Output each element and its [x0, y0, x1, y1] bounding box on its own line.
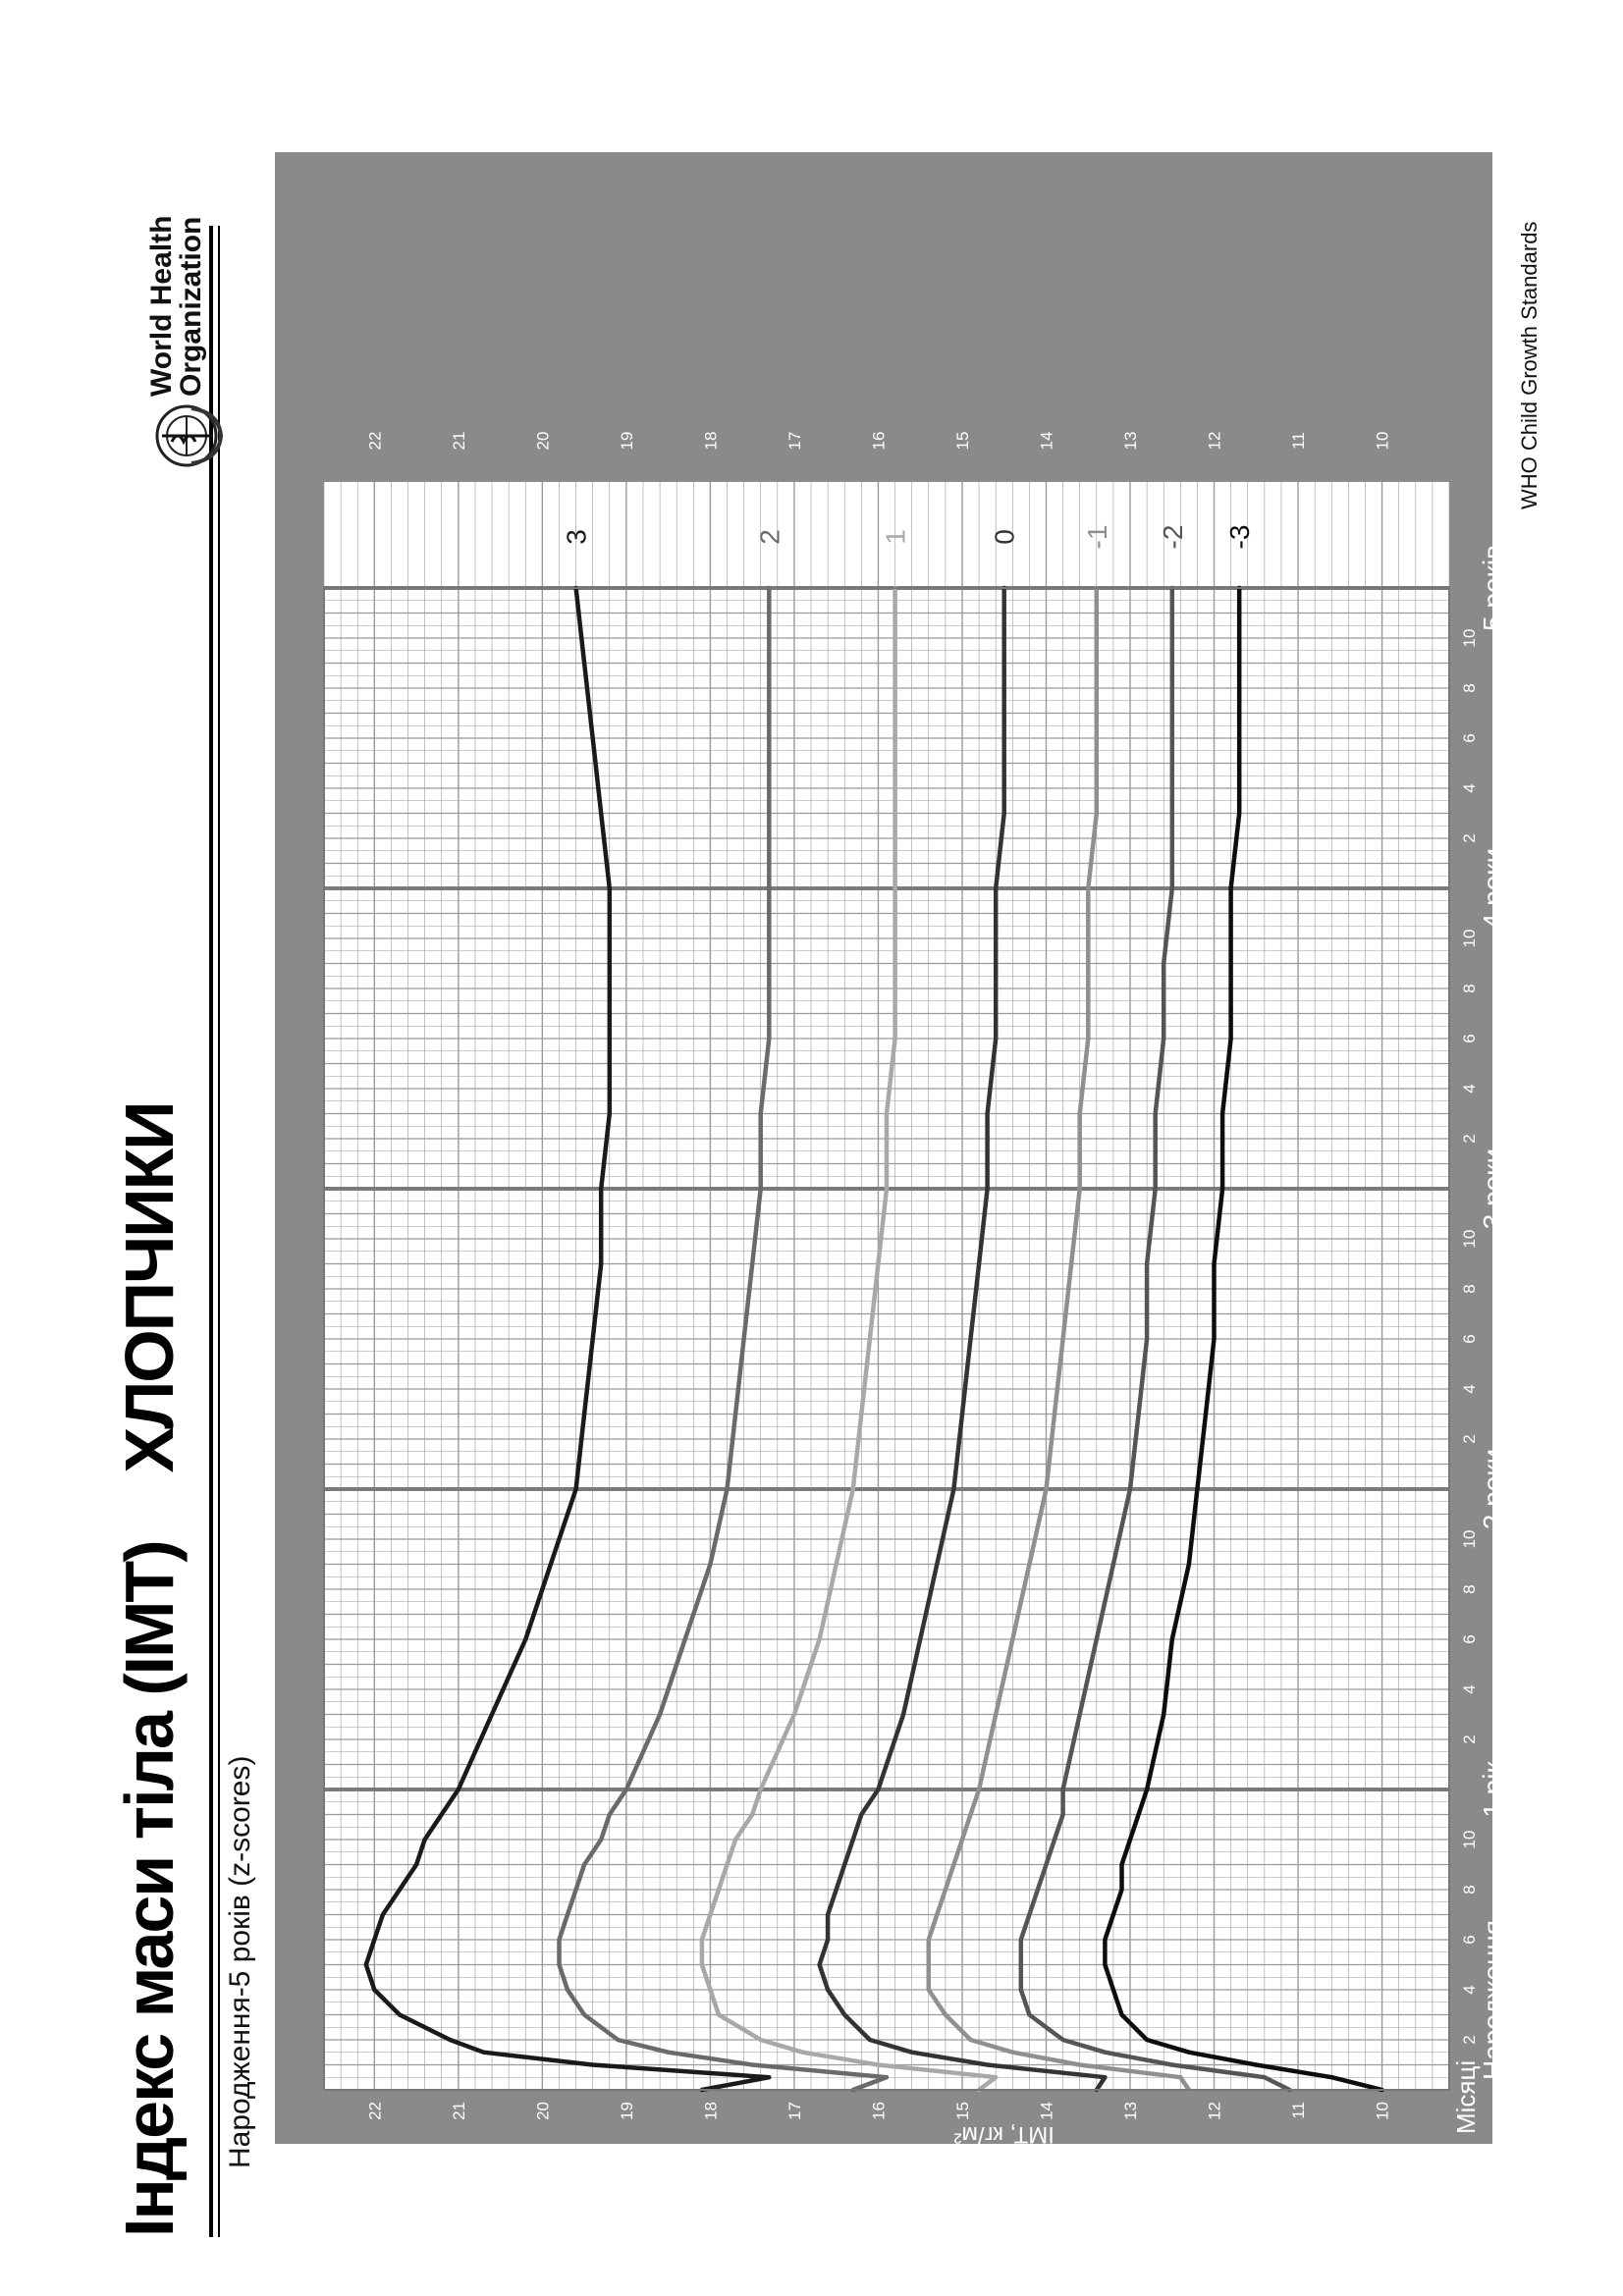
x-tick-label: 4	[1460, 1084, 1479, 1094]
who-emblem-icon	[142, 397, 231, 475]
title-text: Індекс маси тіла (ІМТ)	[111, 1541, 188, 2237]
subtitle: Народження-5 років (z-scores)	[224, 1755, 256, 2168]
page-title	[110, 1102, 189, 2237]
y-tick-label-left: 19	[617, 2102, 636, 2120]
x-tick-label: 2	[1460, 833, 1479, 843]
x-tick-label: 2	[1460, 1434, 1479, 1444]
x-tick-label: 2	[1460, 1735, 1479, 1744]
logo-line-1: World Health	[145, 215, 178, 397]
y-tick-label-left: 22	[365, 2102, 385, 2120]
series-label-z-3: -3	[1224, 524, 1256, 550]
x-tick-label: 6	[1460, 1334, 1479, 1344]
y-tick-label-left: 16	[869, 2102, 889, 2120]
y-tick-label-right: 15	[952, 431, 972, 451]
title-underline	[209, 226, 213, 2237]
x-tick-label: 4	[1460, 783, 1479, 793]
x-year-label: 3 роки	[1478, 1148, 1508, 1230]
series-label-z0: 0	[989, 529, 1020, 545]
y-tick-label-left: 21	[449, 2102, 468, 2120]
plot-area	[324, 482, 1449, 2090]
y-tick-label-left: 13	[1121, 2102, 1141, 2120]
x-year-label: 1 рік	[1478, 1761, 1508, 1818]
x-tick-label: 10	[1460, 628, 1479, 648]
x-tick-label: 4	[1460, 1985, 1479, 1995]
series-label-z-2: -2	[1157, 524, 1188, 550]
x-tick-label: 6	[1460, 733, 1479, 743]
y-tick-label-right: 17	[784, 431, 804, 451]
y-tick-label-right: 19	[617, 431, 636, 451]
x-tick-label: 8	[1460, 1885, 1479, 1895]
series-label-z3: 3	[561, 529, 592, 545]
x-tick-label: 8	[1460, 1584, 1479, 1594]
x-tick-label: 6	[1460, 1935, 1479, 1945]
x-year-label: 5 років	[1478, 545, 1508, 631]
y-tick-label-left: 18	[701, 2102, 721, 2120]
sex-label: ХЛОПЧИКИ	[111, 1102, 188, 1473]
x-tick-label: 10	[1460, 1830, 1479, 1849]
x-tick-label: 4	[1460, 1684, 1479, 1694]
y-tick-label-right: 11	[1289, 432, 1309, 450]
y-tick-label-right: 18	[701, 431, 721, 451]
x-tick-label: 8	[1460, 984, 1479, 993]
y-tick-label-right: 10	[1373, 431, 1392, 451]
y-tick-label-left: 10	[1373, 2102, 1392, 2120]
series-label-z1: 1	[880, 529, 911, 545]
y-tick-label-left: 20	[533, 2102, 553, 2120]
y-tick-label-right: 16	[869, 431, 889, 451]
y-tick-label-right: 22	[365, 431, 385, 451]
y-tick-label-right: 20	[533, 431, 553, 451]
y-tick-label-left: 17	[784, 2102, 804, 2120]
x-tick-label: 6	[1460, 1634, 1479, 1644]
x-year-label: 4 роки	[1478, 847, 1508, 930]
y-tick-label-left: 15	[952, 2102, 972, 2120]
x-tick-label: 8	[1460, 683, 1479, 693]
x-tick-label: 10	[1460, 929, 1479, 948]
y-tick-label-right: 14	[1037, 431, 1056, 451]
y-tick-label-right: 12	[1205, 431, 1224, 451]
y-tick-label-right: 21	[449, 431, 468, 451]
x-year-label: Народження	[1478, 1919, 1508, 2080]
series-label-z-1: -1	[1081, 524, 1112, 550]
x-tick-label: 8	[1460, 1284, 1479, 1294]
y-tick-label-right: 13	[1121, 431, 1141, 451]
x-axis-title: ВІК	[1507, 1157, 1538, 1201]
x-unit-label: Місяці	[1451, 2059, 1481, 2134]
x-tick-label: 6	[1460, 1034, 1479, 1043]
x-tick-label: 2	[1460, 2035, 1479, 2045]
x-tick-label: 2	[1460, 1134, 1479, 1144]
x-tick-label: 10	[1460, 1229, 1479, 1249]
series-label-z2: 2	[754, 529, 785, 545]
y-tick-label-left: 11	[1289, 2102, 1309, 2119]
x-tick-label: 10	[1460, 1529, 1479, 1549]
x-tick-label: 4	[1460, 1384, 1479, 1394]
logo-line-2: Organization	[175, 216, 207, 397]
who-logo-text	[147, 216, 206, 397]
y-tick-label-left: 14	[1037, 2102, 1056, 2120]
y-axis-title: ІМТ, кг/м²	[953, 2121, 1055, 2148]
title-underline-thin	[218, 226, 220, 2237]
y-tick-label-left: 12	[1205, 2102, 1224, 2120]
x-year-label: 2 роки	[1478, 1448, 1508, 1530]
footer-source: WHO Child Growth Standards	[1517, 221, 1542, 509]
